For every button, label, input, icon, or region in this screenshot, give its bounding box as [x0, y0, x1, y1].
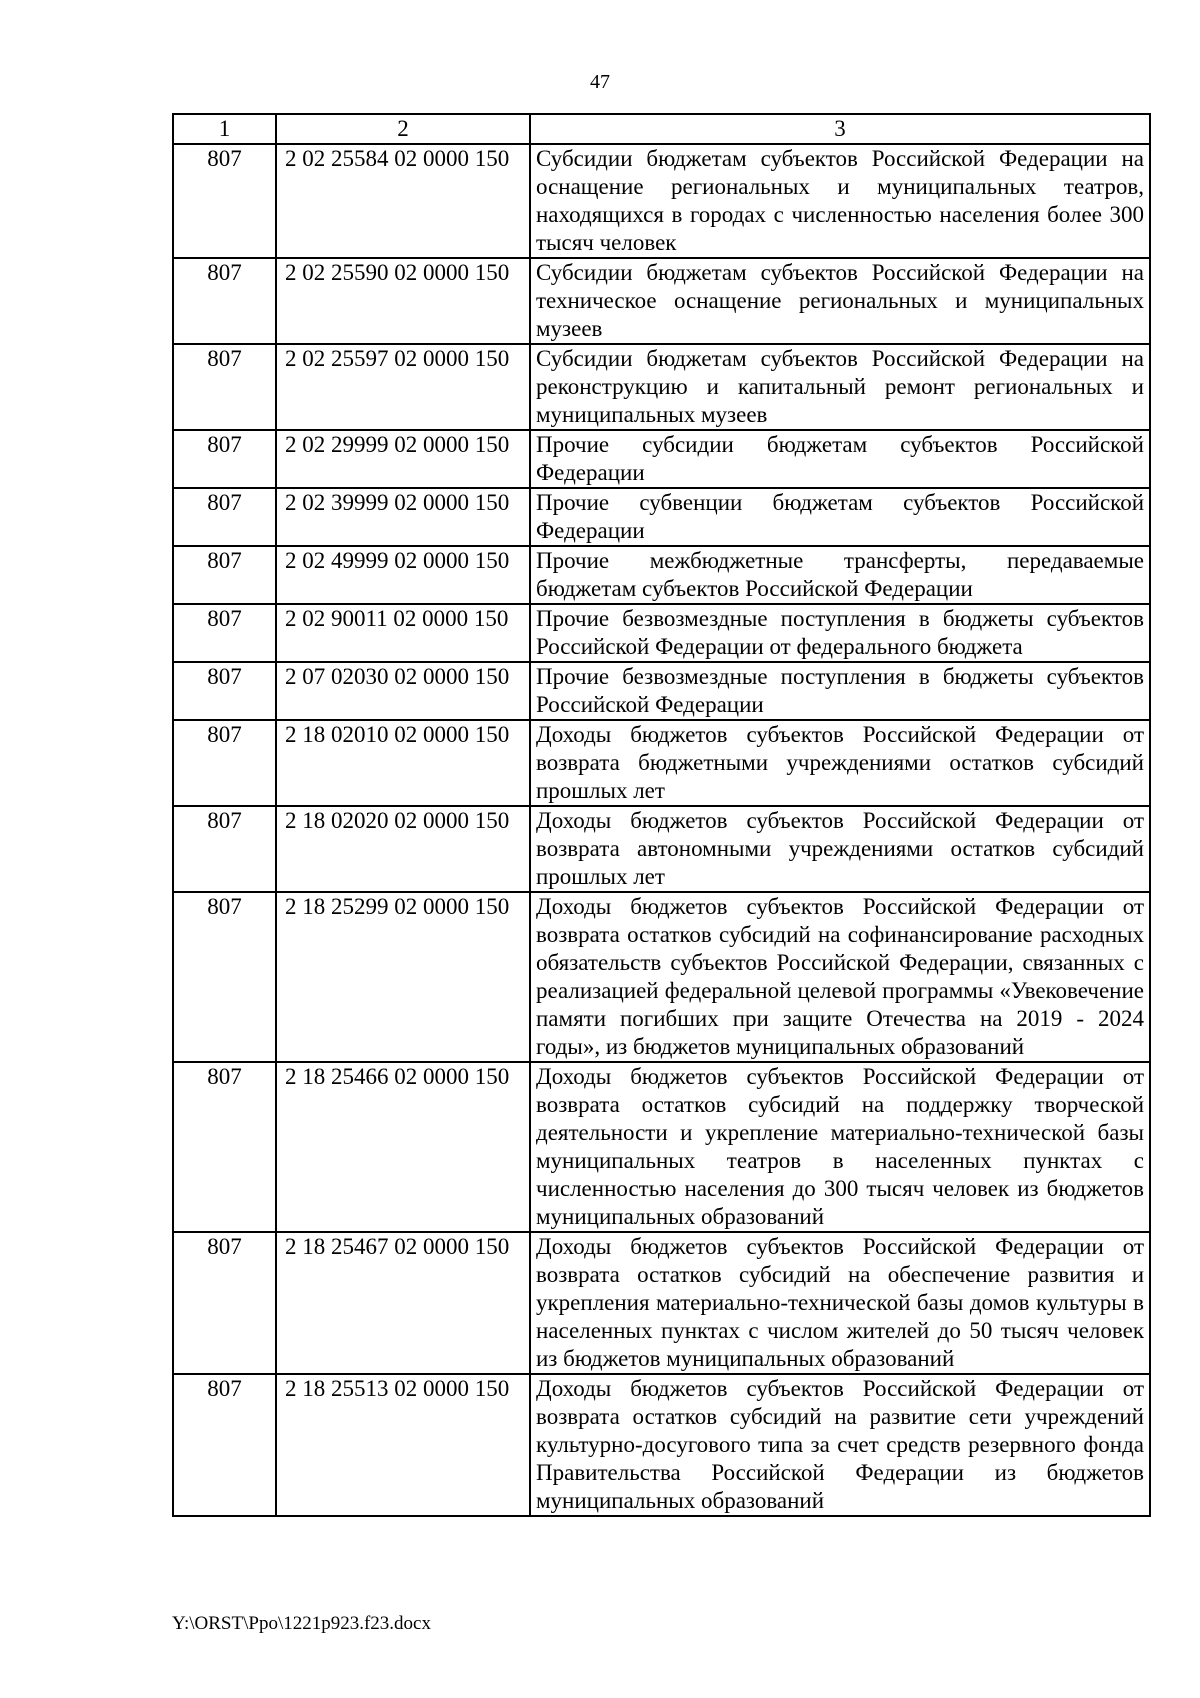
table-row — [173, 546, 1150, 604]
budget-code-cell: 2 18 02010 02 0000 150 — [276, 720, 530, 806]
description-cell: Прочие безвозмездные поступления в бюджеты субъектов Российской Федерации — [530, 662, 1150, 720]
table-body — [173, 144, 1150, 1516]
table-row — [173, 430, 1150, 488]
column-header-3: 3 — [530, 114, 1150, 144]
budget-code-cell: 2 02 25590 02 0000 150 — [276, 258, 530, 344]
budget-code-cell: 2 18 02020 02 0000 150 — [276, 806, 530, 892]
admin-code-cell: 807 — [173, 1374, 276, 1516]
description-cell: Доходы бюджетов субъектов Российской Федерации от возврата остатков субсидий на развитие сети учреждений культурно-досугового типа за счет средств резервного фонда Правительства Российской Федерации из бюджетов муниципальных образований — [530, 1374, 1150, 1516]
column-header-2: 2 — [276, 114, 530, 144]
budget-code-cell: 2 18 25299 02 0000 150 — [276, 892, 530, 1062]
budget-code-cell: 2 18 25466 02 0000 150 — [276, 1062, 530, 1232]
budget-code-cell: 2 18 25467 02 0000 150 — [276, 1232, 530, 1374]
table-row — [173, 144, 1150, 258]
table-row — [173, 344, 1150, 430]
footer-file-path: Y:\ORST\Ppo\1221p923.f23.docx — [172, 1613, 431, 1634]
table-row — [173, 806, 1150, 892]
admin-code-cell: 807 — [173, 1232, 276, 1374]
table-row — [173, 892, 1150, 1062]
table-row — [173, 1062, 1150, 1232]
description-cell: Доходы бюджетов субъектов Российской Федерации от возврата автономными учреждениями остатков субсидий прошлых лет — [530, 806, 1150, 892]
table-row — [173, 258, 1150, 344]
description-cell: Доходы бюджетов субъектов Российской Федерации от возврата остатков субсидий на софинансирование расходных обязательств субъектов Российской Федерации, связанных с реализацией федеральной целевой программы «Увековечение памяти погибших при защите Отечества на 2019 - 2024 годы», из бюджетов муниципальных образований — [530, 892, 1150, 1062]
description-cell: Прочие субсидии бюджетам субъектов Российской Федерации — [530, 430, 1150, 488]
admin-code-cell: 807 — [173, 488, 276, 546]
admin-code-cell: 807 — [173, 806, 276, 892]
description-cell: Субсидии бюджетам субъектов Российской Федерации на техническое оснащение региональных и муниципальных музеев — [530, 258, 1150, 344]
admin-code-cell: 807 — [173, 720, 276, 806]
budget-code-cell: 2 07 02030 02 0000 150 — [276, 662, 530, 720]
description-cell: Доходы бюджетов субъектов Российской Федерации от возврата остатков субсидий на обеспечение развития и укрепления материально-технической базы домов культуры в населенных пунктах с числом жителей до 50 тысяч человек из бюджетов муниципальных образований — [530, 1232, 1150, 1374]
table-row — [173, 720, 1150, 806]
table-row — [173, 1232, 1150, 1374]
budget-code-cell: 2 02 25597 02 0000 150 — [276, 344, 530, 430]
admin-code-cell: 807 — [173, 1062, 276, 1232]
admin-code-cell: 807 — [173, 430, 276, 488]
budget-code-cell: 2 02 90011 02 0000 150 — [276, 604, 530, 662]
page-number: 47 — [590, 71, 610, 93]
description-cell: Прочие субвенции бюджетам субъектов Российской Федерации — [530, 488, 1150, 546]
budget-code-cell: 2 02 25584 02 0000 150 — [276, 144, 530, 258]
description-cell: Субсидии бюджетам субъектов Российской Федерации на реконструкцию и капитальный ремонт региональных и муниципальных музеев — [530, 344, 1150, 430]
budget-code-cell: 2 18 25513 02 0000 150 — [276, 1374, 530, 1516]
admin-code-cell: 807 — [173, 258, 276, 344]
table-header-row — [173, 114, 1150, 144]
table-row — [173, 662, 1150, 720]
table-header — [173, 114, 1150, 144]
admin-code-cell: 807 — [173, 144, 276, 258]
description-cell: Доходы бюджетов субъектов Российской Федерации от возврата остатков субсидий на поддержку творческой деятельности и укрепление материально-технической базы муниципальных театров в населенных пунктах с численностью населения до 300 тысяч человек из бюджетов муниципальных образований — [530, 1062, 1150, 1232]
admin-code-cell: 807 — [173, 344, 276, 430]
admin-code-cell: 807 — [173, 892, 276, 1062]
table-row — [173, 488, 1150, 546]
table-row — [173, 1374, 1150, 1516]
description-cell: Субсидии бюджетам субъектов Российской Федерации на оснащение региональных и муниципальных театров, находящихся в городах с численностью населения более 300 тысяч человек — [530, 144, 1150, 258]
column-header-1: 1 — [173, 114, 276, 144]
description-cell: Доходы бюджетов субъектов Российской Федерации от возврата бюджетными учреждениями остатков субсидий прошлых лет — [530, 720, 1150, 806]
budget-code-cell: 2 02 39999 02 0000 150 — [276, 488, 530, 546]
admin-code-cell: 807 — [173, 662, 276, 720]
admin-code-cell: 807 — [173, 546, 276, 604]
description-cell: Прочие безвозмездные поступления в бюджеты субъектов Российской Федерации от федерального бюджета — [530, 604, 1150, 662]
table-row — [173, 604, 1150, 662]
admin-code-cell: 807 — [173, 604, 276, 662]
budget-code-cell: 2 02 49999 02 0000 150 — [276, 546, 530, 604]
budget-classification-table — [172, 113, 1151, 1517]
budget-code-cell: 2 02 29999 02 0000 150 — [276, 430, 530, 488]
description-cell: Прочие межбюджетные трансферты, передаваемые бюджетам субъектов Российской Федерации — [530, 546, 1150, 604]
